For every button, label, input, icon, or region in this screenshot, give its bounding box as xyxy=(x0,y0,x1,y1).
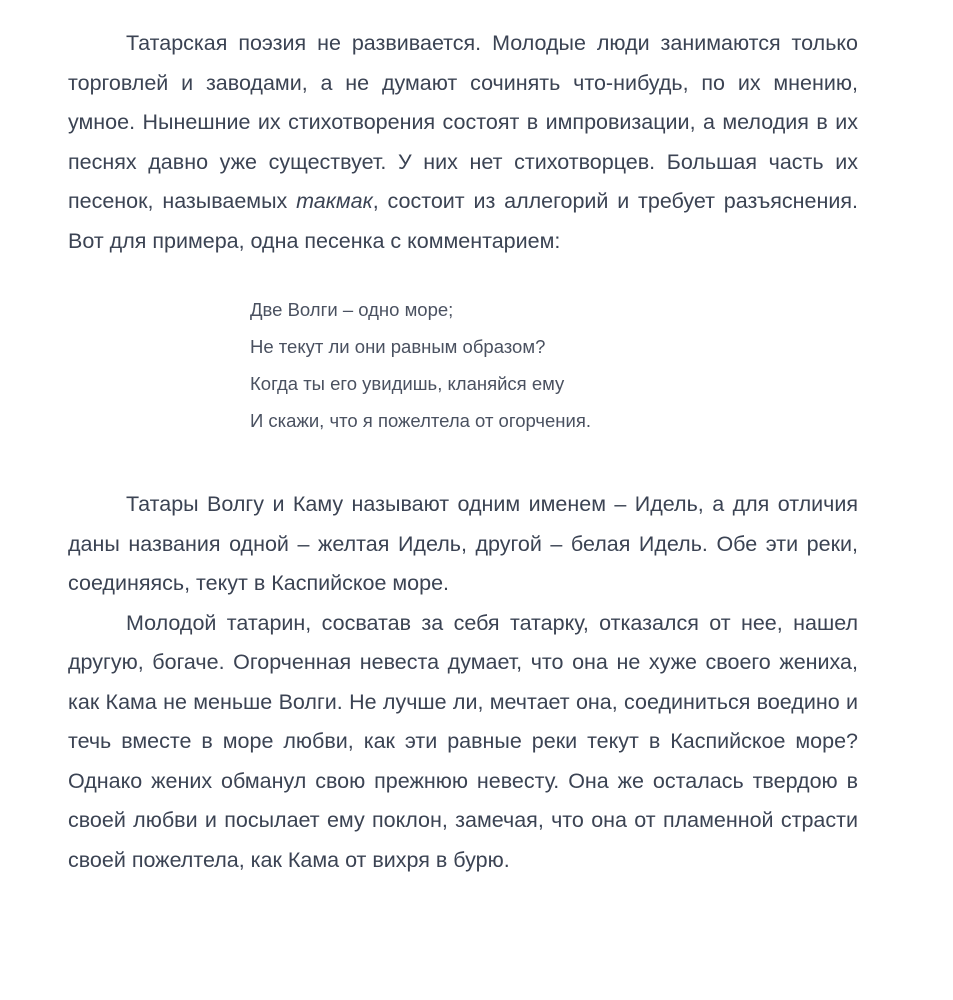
verse-block xyxy=(68,291,858,439)
verse-line-1: Две Волги – одно море; xyxy=(250,299,454,320)
verse-line-3: Когда ты его увидишь, кланяйся ему xyxy=(250,373,565,394)
paragraph-1-italic-term: такмак xyxy=(296,189,373,213)
paragraph-1-text-after-italic: , состоит из аллегорий и требует разъяснения. Вот для примера, одна песенка с комментарием: xyxy=(68,189,859,253)
paragraph-1 xyxy=(68,24,858,261)
verse-line-4: И скажи, что я пожелтела от огорчения. xyxy=(250,410,591,431)
document-body xyxy=(68,24,858,880)
paragraph-2: Татары Волгу и Каму называют одним именем – Идель, а для отличия даны названия одной – желтая Идель, другой – белая Идель. Обе эти реки, соединяясь, текут в Каспийское море. xyxy=(68,492,858,595)
verse-line-2: Не текут ли они равным образом? xyxy=(250,336,546,357)
spacer-after-verse xyxy=(68,469,858,485)
paragraph-1-text-before-italic: Татарская поэзия не развивается. Молодые люди занимаются только торговлей и заводами, а не думают сочинять что-нибудь, по их мнению, умное. Нынешние их стихотворения состоят в импровизации, а мелодия в их песнях давно уже существует. У них нет стихотворцев. Большая часть их песенок, называемых xyxy=(68,31,858,213)
paragraph-3: Молодой татарин, сосватав за себя татарку, отказался от нее, нашел другую, богаче. Огорченная невеста думает, что она не хуже своего жениха, как Кама не меньше Волги. Не лучше ли, мечтает она, соединиться воедино и течь вместе в море любви, как эти равные реки текут в Каспийское море? Однако жених обманул свою прежнюю невесту. Она же осталась твердою в своей любви и посылает ему поклон, замечая, что она от пламенной страсти своей пожелтела, как Кама от вихря в бурю. xyxy=(68,610,858,872)
